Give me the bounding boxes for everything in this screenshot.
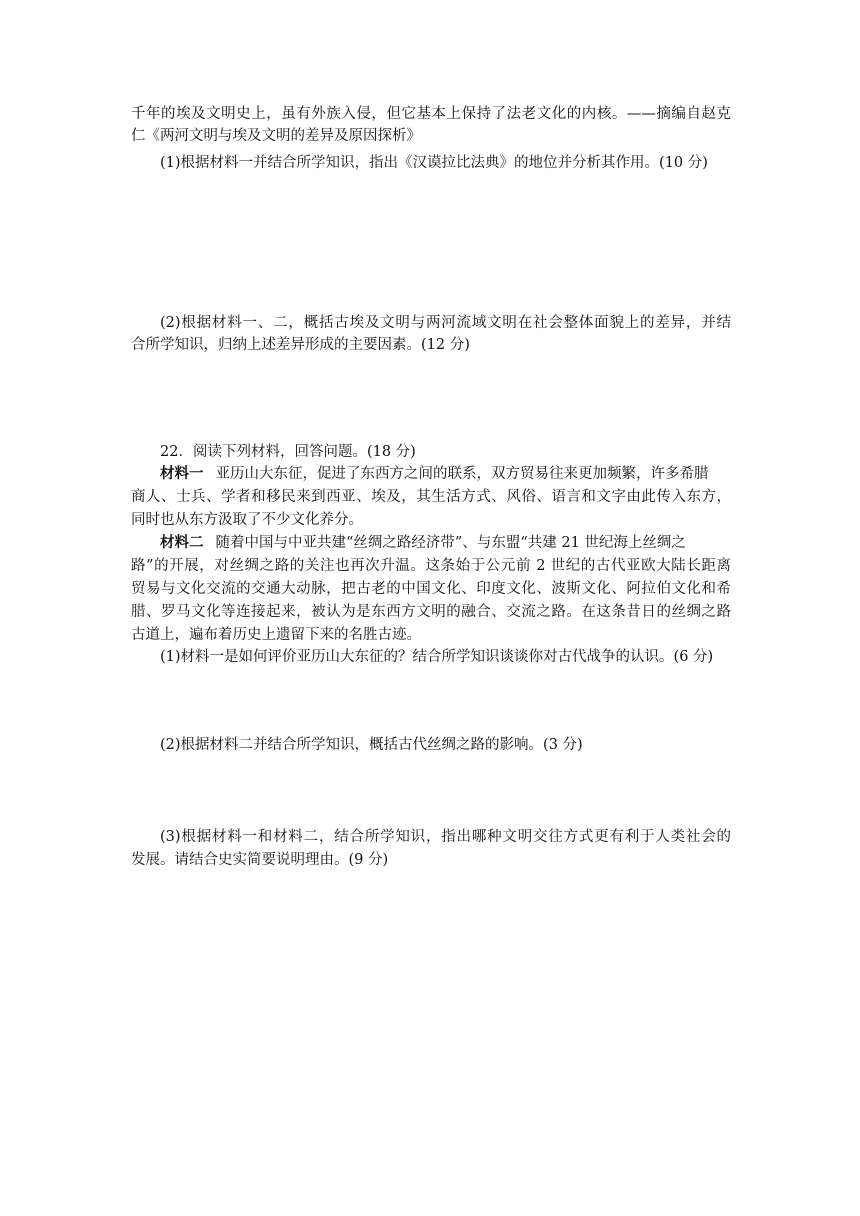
q22-subquestion-3-line-2: 发展。请结合史实简要说明理由。(9 分) xyxy=(131,852,389,868)
q22-header: 22．阅读下列材料，回答问题。(18 分) xyxy=(160,444,416,460)
material-1-label: 材料一 xyxy=(160,465,204,482)
q22-subquestion-1: (1)材料一是如何评价亚历山大东征的？结合所学知识谈谈你对古代战争的认识。(6 分) xyxy=(160,649,714,665)
q22-material-2-line-4: 腊、罗马文化等连接起来，被认为是东西方文明的融合、交流之路。在这条昔日的丝绸之路 xyxy=(131,604,731,620)
material-2-label: 材料二 xyxy=(160,534,204,551)
q22-material-2-line-3: 贸易与文化交流的交通大动脉，把古老的中国文化、印度文化、波斯文化、阿拉伯文化和希 xyxy=(131,581,731,597)
q21-subquestion-2-line-2: 合所学知识，归纳上述差异形成的主要因素。(12 分) xyxy=(131,337,470,353)
q22-material-1-line-1 xyxy=(160,463,731,485)
q22-material-1-line-3: 同时也从东方汲取了不少文化养分。 xyxy=(131,512,363,528)
q22-material-2-line-5: 古道上，遍布着历史上遗留下来的名胜古迹。 xyxy=(131,627,421,643)
q22-material-2-line-2: 路”的开展，对丝绸之路的关注也再次升温。这条始于公元前 2 世纪的古代亚欧大陆长距离 xyxy=(131,558,731,574)
material-2-text: 随着中国与中亚共建“丝绸之路经济带”、与东盟“共建 21 世纪海上丝绸之 xyxy=(215,535,686,551)
fragment-line-1: 千年的埃及文明史上，虽有外族入侵，但它基本上保持了法老文化的内核。——摘编自赵克 xyxy=(131,106,731,122)
q22-material-1-line-2: 商人、士兵、学者和移民来到西亚、埃及，其生活方式、风俗、语言和文字由此传入东方， xyxy=(131,489,731,505)
q22-material-2-line-1 xyxy=(160,532,731,554)
q21-subquestion-2-line-1: (2)根据材料一、二，概括古埃及文明与两河流域文明在社会整体面貌上的差异，并结 xyxy=(160,315,731,331)
q22-subquestion-2: (2)根据材料二并结合所学知识，概括古代丝绸之路的影响。(3 分) xyxy=(160,737,583,753)
q21-subquestion-1: (1)根据材料一并结合所学知识，指出《汉谟拉比法典》的地位并分析其作用。(10 分) xyxy=(160,155,708,171)
material-1-text: 亚历山大东征，促进了东西方之间的联系，双方贸易往来更加频繁，许多希腊 xyxy=(215,466,709,482)
fragment-line-2: 仁《两河文明与埃及文明的差异及原因探析》 xyxy=(131,128,421,144)
q22-subquestion-3-line-1: (3)根据材料一和材料二，结合所学知识，指出哪种文明交往方式更有利于人类社会的 xyxy=(160,829,731,845)
